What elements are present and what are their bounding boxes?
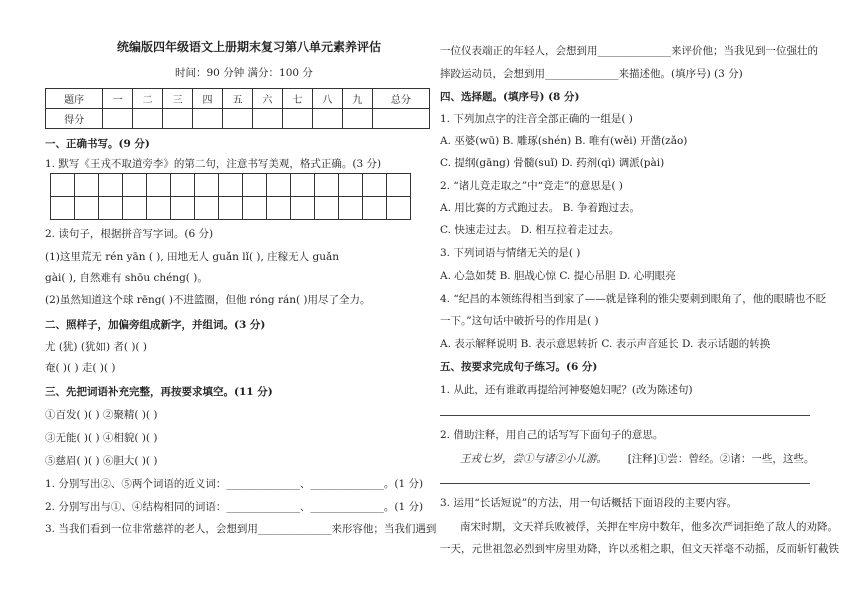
score-input-cell[interactable] <box>372 109 429 129</box>
score-header-cell: 三 <box>163 89 193 109</box>
s2-line-2: 奄( )( ) 走( )( ) <box>45 362 116 374</box>
s5-q2-note: [注释]①尝：曾经。②诸：一些，这些。 <box>627 453 815 465</box>
s4-q3-options: A. 心急如焚 B. 胆战心惊 C. 提心吊胆 D. 心明眼亮 <box>440 270 676 282</box>
s5-question-1: 1. 从此，还有谁敢再提给河神娶媳妇呢？(改为陈述句) <box>440 384 693 396</box>
s2-line-1: 尤 (犹) (犹如) 者( )( ) <box>45 341 147 353</box>
s1-question-2: 2. 读句子，根据拼音写字词。(6 分) <box>45 228 214 240</box>
page-title: 统编版四年级语文上册期末复习第八单元素养评估 <box>117 40 382 54</box>
s1-q2-line-3: (2)虽然知道这个球 rēng( )不进篮圈，但他 róng rán( )用尽了全力。 <box>45 294 371 306</box>
writing-grid-row <box>51 197 411 220</box>
s1-q2-line-2: gài( ), 自然难有 shōu chéng( )。 <box>45 272 208 284</box>
s5-q2-line <box>460 452 814 466</box>
s4-question-3: 3. 下列词语与情绪无关的是( ) <box>440 247 581 259</box>
score-table <box>45 88 430 129</box>
score-header-cell: 五 <box>223 89 253 109</box>
score-input-cell[interactable] <box>342 109 372 129</box>
answer-line[interactable] <box>440 483 810 484</box>
score-input-cell[interactable] <box>163 109 193 129</box>
writing-grid-row <box>51 174 411 197</box>
s4-question-1: 1. 下列加点字的注音全部正确的一组是( ) <box>440 113 633 125</box>
score-input-cell[interactable] <box>223 109 253 129</box>
score-input-cell[interactable] <box>312 109 342 129</box>
s5-q2-classical-text: 王戎七岁，尝①与诸②小儿游。 <box>460 453 607 465</box>
s4-q1-options-a: A. 巫婆(wū) B. 雕琢(shén) B. 唯有(wěi) 开凿(zǎo) <box>440 135 688 147</box>
score-input-cell[interactable] <box>133 109 163 129</box>
section-3-heading: 三、先把词语补充完整，再按要求填空。(11 分) <box>45 386 273 398</box>
score-header-cell: 六 <box>252 89 282 109</box>
s3-line-1: ①百发( )( ) ②聚精( )( ) <box>45 409 158 421</box>
s4-question-4-cont: 一下。”这句话中破折号的作用是( ) <box>440 315 599 327</box>
r-continue-line-2: 摔跤运动员，会想到用______________来描述他。(填序号) (3 分) <box>440 68 743 80</box>
s3-line-3: ⑤慈眉( )( ) ⑥胆大( )( ) <box>45 455 158 467</box>
s3-question-3: 3. 当我们看到一位非常慈祥的老人，会想到用______________来形容他；当我们遇到 <box>45 523 437 535</box>
answer-line[interactable] <box>440 415 810 416</box>
s4-q2-options-c: C. 快速走过去。 D. 相互拉着走过去。 <box>440 224 620 236</box>
score-header-cell: 二 <box>133 89 163 109</box>
s1-question-1: 1. 默写《王戎不取道旁李》的第二句，注意书写美观，格式正确。(3 分) <box>45 158 382 170</box>
s4-q4-options: A. 表示解释说明 B. 表示意思转折 C. 表示声音延长 D. 表示话题的转换 <box>440 338 771 350</box>
section-2-heading: 二、照样子，加偏旁组成新字，并组词。(3 分) <box>45 319 266 331</box>
score-table-score-row <box>46 109 430 129</box>
s1-q2-line-1: (1)这里荒无 rén yān ( ), 田地无人 guǎn lǐ( ), 庄稼无人 guǎn <box>45 251 339 263</box>
score-header-cell: 七 <box>282 89 312 109</box>
score-row-label: 得分 <box>46 109 103 129</box>
r-continue-line-1: 一位仪表端正的年轻人，会想到用______________来评价他；当我见到一位强壮的 <box>440 45 818 57</box>
section-1-heading: 一、正确书写。(9 分) <box>45 138 150 150</box>
score-header-cell: 九 <box>342 89 372 109</box>
writing-grid[interactable] <box>50 173 411 220</box>
s4-question-4: 4. “纪昌的本领练得相当到家了——就是锋利的锥尖要刺到眼角了，他的眼睛也不眨 <box>440 293 827 305</box>
section-4-heading: 四、选择题。(填序号) (8 分) <box>440 91 580 103</box>
s5-question-2: 2. 借助注释，用自己的话写写下面句子的意思。 <box>440 429 664 441</box>
s5-paragraph-line-1: 南宋时期，文天祥兵败被俘，关押在牢房中数年，他多次严词拒绝了敌人的劝降。 <box>460 521 838 533</box>
s5-paragraph-line-2: 一天，元世祖忽必烈到牢房里劝降，许以丞相之职，但文天祥毫不动摇，反而斩钉截铁 <box>440 543 839 555</box>
score-input-cell[interactable] <box>193 109 223 129</box>
score-input-cell[interactable] <box>282 109 312 129</box>
score-header-cell: 一 <box>103 89 133 109</box>
score-table-header-row <box>46 89 430 109</box>
score-header-cell: 题序 <box>46 89 103 109</box>
s4-q2-options-a: A. 用比赛的方式跑过去。 B. 争着跑过去。 <box>440 202 640 214</box>
score-header-cell: 八 <box>312 89 342 109</box>
s4-q1-options-c: C. 提纲(gāng) 骨髓(suǐ) D. 药剂(qì) 调派(pài) <box>440 157 665 169</box>
score-header-cell: 总分 <box>372 89 429 109</box>
s3-line-2: ③无能( )( ) ④相貌( )( ) <box>45 432 158 444</box>
s3-question-1: 1. 分别写出②、⑤两个词语的近义词：______________、______________。(1 分) <box>45 478 424 490</box>
s3-question-2: 2. 分别写出与①、④结构相同的词语：______________、______________。(1 分) <box>45 501 424 513</box>
section-5-heading: 五、按要求完成句子练习。(6 分) <box>440 361 598 373</box>
s4-question-2: 2. “诸儿竞走取之”中“竞走”的意思是( ) <box>440 180 623 192</box>
score-header-cell: 四 <box>193 89 223 109</box>
s5-question-3: 3. 运用“长话短说”的方法，用一句话概括下面语段的主要内容。 <box>440 497 738 509</box>
score-input-cell[interactable] <box>252 109 282 129</box>
time-info: 时间：90 分钟 满分：100 分 <box>175 67 313 79</box>
score-input-cell[interactable] <box>103 109 133 129</box>
